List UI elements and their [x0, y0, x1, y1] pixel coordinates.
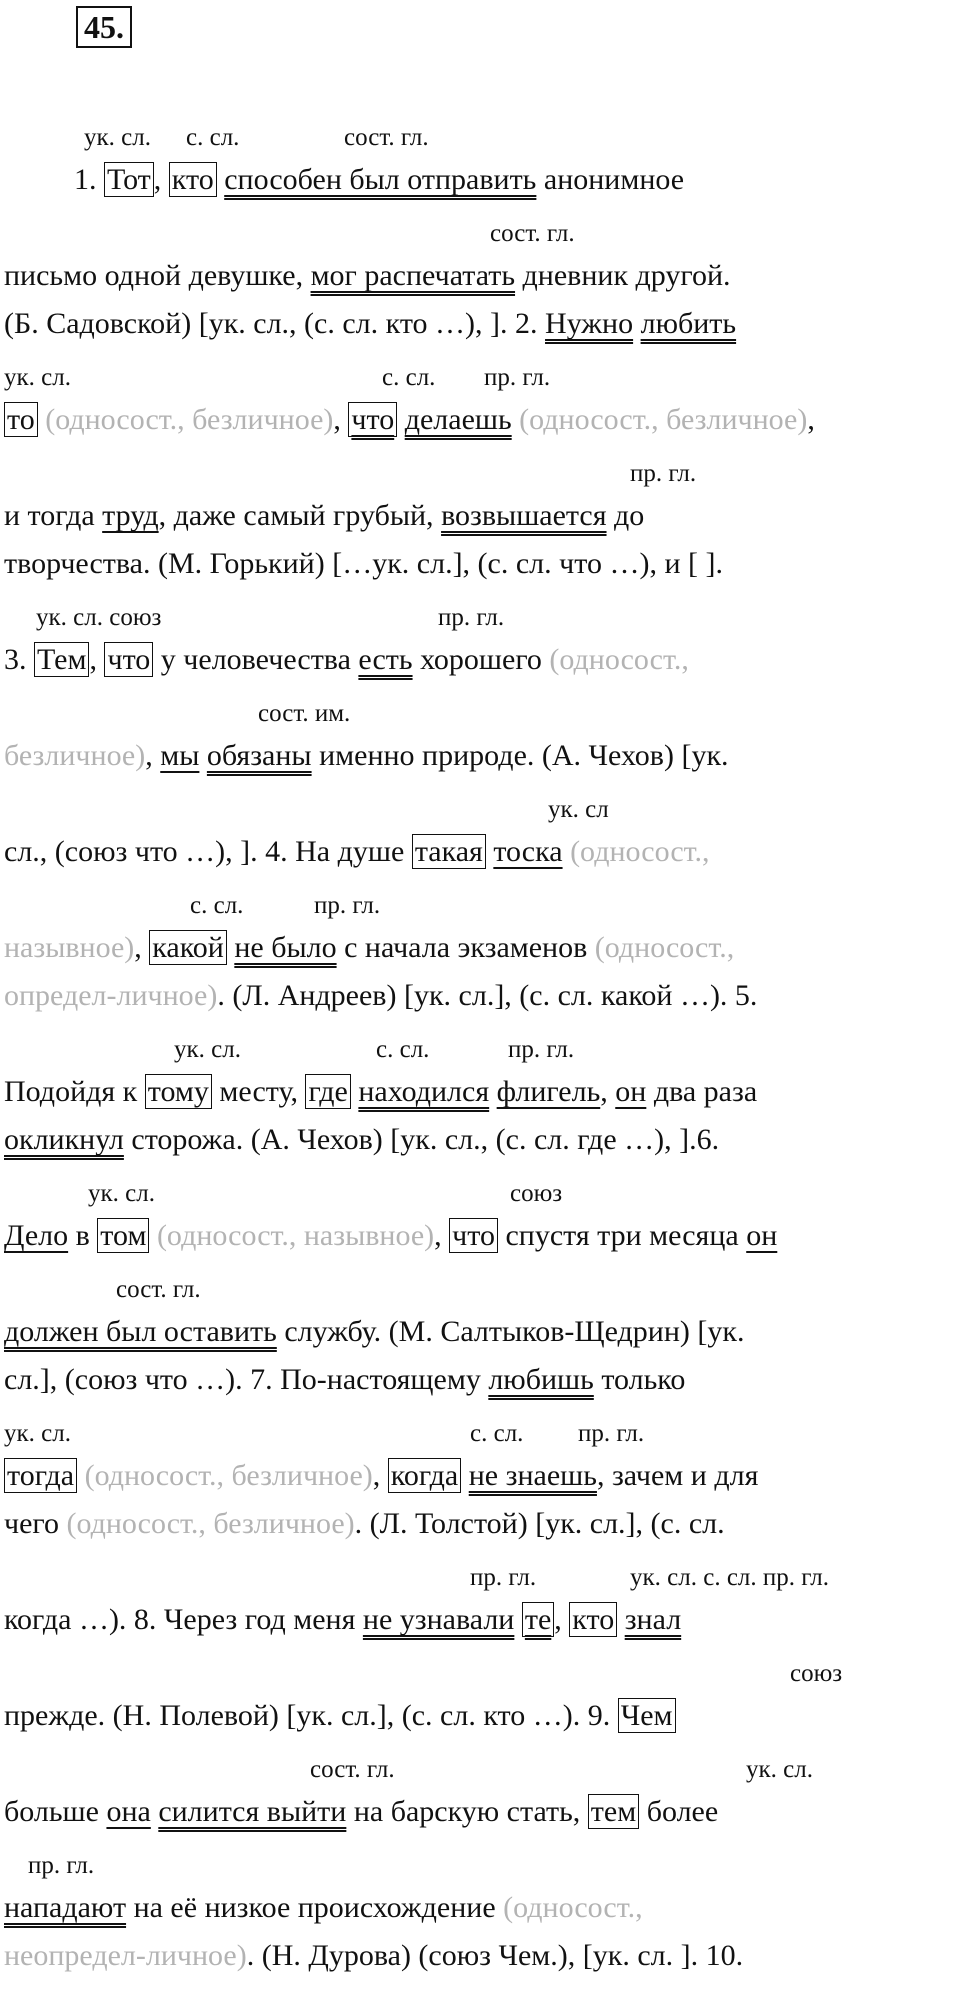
- predicate: любить: [640, 307, 737, 340]
- predicate: знал: [624, 1603, 682, 1636]
- boxed-word: такая: [412, 834, 486, 869]
- annotation-row: [4, 444, 954, 492]
- annotation: с. сл.: [190, 892, 244, 919]
- annotation-row: [4, 1164, 954, 1212]
- predicate: находился: [358, 1075, 490, 1108]
- subject: он: [746, 1219, 778, 1252]
- gray-note: (односост., назывное): [156, 1219, 435, 1252]
- boxed-word: что: [449, 1218, 498, 1253]
- annotation: ук. сл.: [174, 1036, 241, 1063]
- annotation-row: [4, 204, 954, 252]
- text-line: письмо одной девушке, мог распечатать дневник другой.: [4, 259, 731, 292]
- boxed-word: что: [348, 402, 397, 437]
- annotation-row: [4, 1740, 954, 1788]
- exercise-number: 45.: [76, 6, 132, 48]
- gray-note: (односост.,: [594, 931, 735, 964]
- text-line: окликнул сторожа. (А. Чехов) [ук. сл., (с. сл. где …), ].6.: [4, 1123, 720, 1156]
- annotation: ук. сл.: [746, 1756, 813, 1783]
- predicate: не узнавали: [362, 1603, 515, 1636]
- gray-note: (односост., безличное): [519, 403, 808, 436]
- annotation: пр. гл.: [630, 460, 697, 487]
- gray-note: назывное): [4, 931, 135, 964]
- text-line: (Б. Садовской) [ук. сл., (с. сл. кто …), ]. 2. Нужно любить: [4, 307, 737, 340]
- text-line: чего (односост., безличное). (Л. Толстой) [ук. сл.], (с. сл.: [4, 1507, 725, 1540]
- predicate: должен был оставить: [4, 1315, 277, 1348]
- annotation: ук. сл.: [84, 124, 151, 151]
- text-line: и тогда труд, даже самый грубый, возвышается до: [4, 499, 645, 532]
- text-line: безличное), мы обязаны именно природе. (А. Чехов) [ук.: [4, 739, 729, 772]
- annotation: сост. гл.: [344, 124, 429, 151]
- gray-note: (односост., безличное): [66, 1507, 355, 1540]
- text-line: Подойдя к тому месту, где находился флигель, он два раза: [4, 1075, 758, 1108]
- annotation: союз: [790, 1660, 843, 1687]
- text-line: Дело в том (односост., назывное), что спустя три месяца он: [4, 1219, 778, 1252]
- annotation: сост. гл.: [116, 1276, 201, 1303]
- boxed-word: что: [104, 642, 153, 677]
- subject: она: [106, 1795, 151, 1828]
- annotation: сост. гл.: [310, 1756, 395, 1783]
- annotation: ук. сл. союз: [36, 604, 162, 631]
- predicate: способен был отправить: [224, 163, 537, 196]
- subject: тоска: [493, 835, 563, 868]
- annotation: пр. гл.: [438, 604, 505, 631]
- annotation: ук. сл.: [4, 1420, 71, 1447]
- gray-note: (односост.,: [549, 643, 689, 676]
- annotation-row: [4, 1548, 954, 1596]
- boxed-word: какой: [149, 930, 227, 965]
- boxed-word: том: [97, 1218, 149, 1253]
- text-line: 3. Тем , что у человечества есть хорошего (односост.,: [4, 643, 689, 676]
- predicate: возвышается: [441, 499, 607, 532]
- annotation: пр. гл.: [314, 892, 381, 919]
- gray-note: определ-личное): [4, 979, 218, 1012]
- annotation: ук. сл.: [4, 364, 71, 391]
- text-line: прежде. (Н. Полевой) [ук. сл.], (с. сл. кто …). 9. Чем: [4, 1692, 954, 1740]
- gray-note: (односост., безличное): [45, 403, 334, 436]
- annotation-row: [4, 1020, 954, 1068]
- annotation: ук. сл.: [88, 1180, 155, 1207]
- annotation: с. сл.: [382, 364, 436, 391]
- text-line: нападают на её низкое происхождение (односост.,: [4, 1891, 643, 1924]
- gray-note: (односост., безличное): [84, 1459, 373, 1492]
- annotation: пр. гл.: [28, 1852, 95, 1879]
- boxed-word: Тот: [104, 162, 154, 197]
- annotation-row: [4, 348, 954, 396]
- gray-note: (односост.,: [570, 835, 710, 868]
- annotation-row: [4, 1404, 954, 1452]
- sentence-number: 1.: [74, 163, 97, 196]
- boxed-word: тогда: [4, 1458, 77, 1493]
- text-line: сл., (союз что …), ]. 4. На душе такая тоска (односост.,: [4, 835, 710, 868]
- annotation: пр. гл.: [508, 1036, 575, 1063]
- boxed-word: где: [305, 1074, 350, 1109]
- text-line: то (односост., безличное), что делаешь (односост., безличное),: [4, 396, 954, 444]
- boxed-word: кто: [569, 1602, 617, 1637]
- predicate: есть: [358, 643, 413, 676]
- annotation: пр. гл.: [470, 1564, 537, 1591]
- annotation-row: [4, 1644, 954, 1692]
- annotation-row: [4, 1260, 954, 1308]
- exercise-text: [4, 108, 954, 1980]
- predicate: Нужно: [545, 307, 634, 340]
- predicate: любишь: [488, 1363, 594, 1396]
- annotation-row: [4, 876, 954, 924]
- text-line: больше она силится выйти на барскую стать, тем более: [4, 1795, 719, 1828]
- boxed-word: Чем: [618, 1698, 676, 1733]
- annotation-row: [4, 108, 954, 156]
- text-line: назывное), какой не было с начала экзаменов (односост.,: [4, 931, 735, 964]
- subject: флигель: [496, 1075, 601, 1108]
- annotation: с. сл.: [186, 124, 240, 151]
- predicate: нападают: [4, 1891, 127, 1924]
- text-line: тогда (односост., безличное), когда не знаешь, зачем и для: [4, 1452, 954, 1500]
- text-line: сл.], (союз что …). 7. По-настоящему любишь только: [4, 1363, 686, 1396]
- text-line: должен был оставить службу. (М. Салтыков-Щедрин) [ук.: [4, 1315, 745, 1348]
- predicate: окликнул: [4, 1123, 124, 1156]
- annotation: с. сл.: [470, 1420, 524, 1447]
- boxed-word: те: [522, 1602, 554, 1637]
- predicate: не знаешь: [468, 1459, 597, 1492]
- annotation-row: [4, 1836, 954, 1884]
- annotation: союз: [510, 1180, 563, 1207]
- text-line: неопредел-личное). (Н. Дурова) (союз Чем.), [ук. сл. ]. 10.: [4, 1939, 744, 1972]
- annotation: пр. гл.: [578, 1420, 645, 1447]
- boxed-word: тем: [588, 1794, 639, 1829]
- text-line: 1. Тот , кто способен был отправить анонимное: [74, 163, 685, 196]
- predicate: мог распечатать: [310, 259, 516, 292]
- subject: Дело: [4, 1219, 69, 1252]
- boxed-word: Тем: [34, 642, 89, 677]
- annotation: ук. сл. с. сл. пр. гл.: [630, 1564, 829, 1591]
- predicate: делаешь: [404, 403, 512, 436]
- subject: труд: [102, 499, 159, 532]
- predicate: силится выйти: [158, 1795, 347, 1828]
- gray-note: безличное): [4, 739, 146, 772]
- boxed-word: тому: [145, 1074, 212, 1109]
- gray-note: (односост.,: [503, 1891, 643, 1924]
- annotation: пр. гл.: [484, 364, 551, 391]
- annotation: ук. сл: [548, 796, 609, 823]
- text-line: определ-личное). (Л. Андреев) [ук. сл.], (с. сл. какой …). 5.: [4, 979, 758, 1012]
- subject: он: [615, 1075, 647, 1108]
- boxed-word: то: [4, 402, 38, 437]
- annotation: с. сл.: [376, 1036, 430, 1063]
- annotation: сост. им.: [258, 700, 351, 727]
- annotation-row: [4, 780, 954, 828]
- predicate: не было: [234, 931, 337, 964]
- predicate: обязаны: [206, 739, 312, 772]
- boxed-word: кто: [169, 162, 217, 197]
- text-line: когда …). 8. Через год меня не узнавали те , кто знал: [4, 1603, 682, 1636]
- gray-note: неопредел-личное): [4, 1939, 247, 1972]
- subject: мы: [160, 739, 200, 772]
- annotation: сост. гл.: [490, 220, 575, 247]
- annotation-row: [4, 684, 954, 732]
- boxed-word: когда: [388, 1458, 461, 1493]
- annotation-row: [4, 588, 954, 636]
- text-line: творчества. (М. Горький) […ук. сл.], (с. сл. что …), и [ ].: [4, 547, 723, 580]
